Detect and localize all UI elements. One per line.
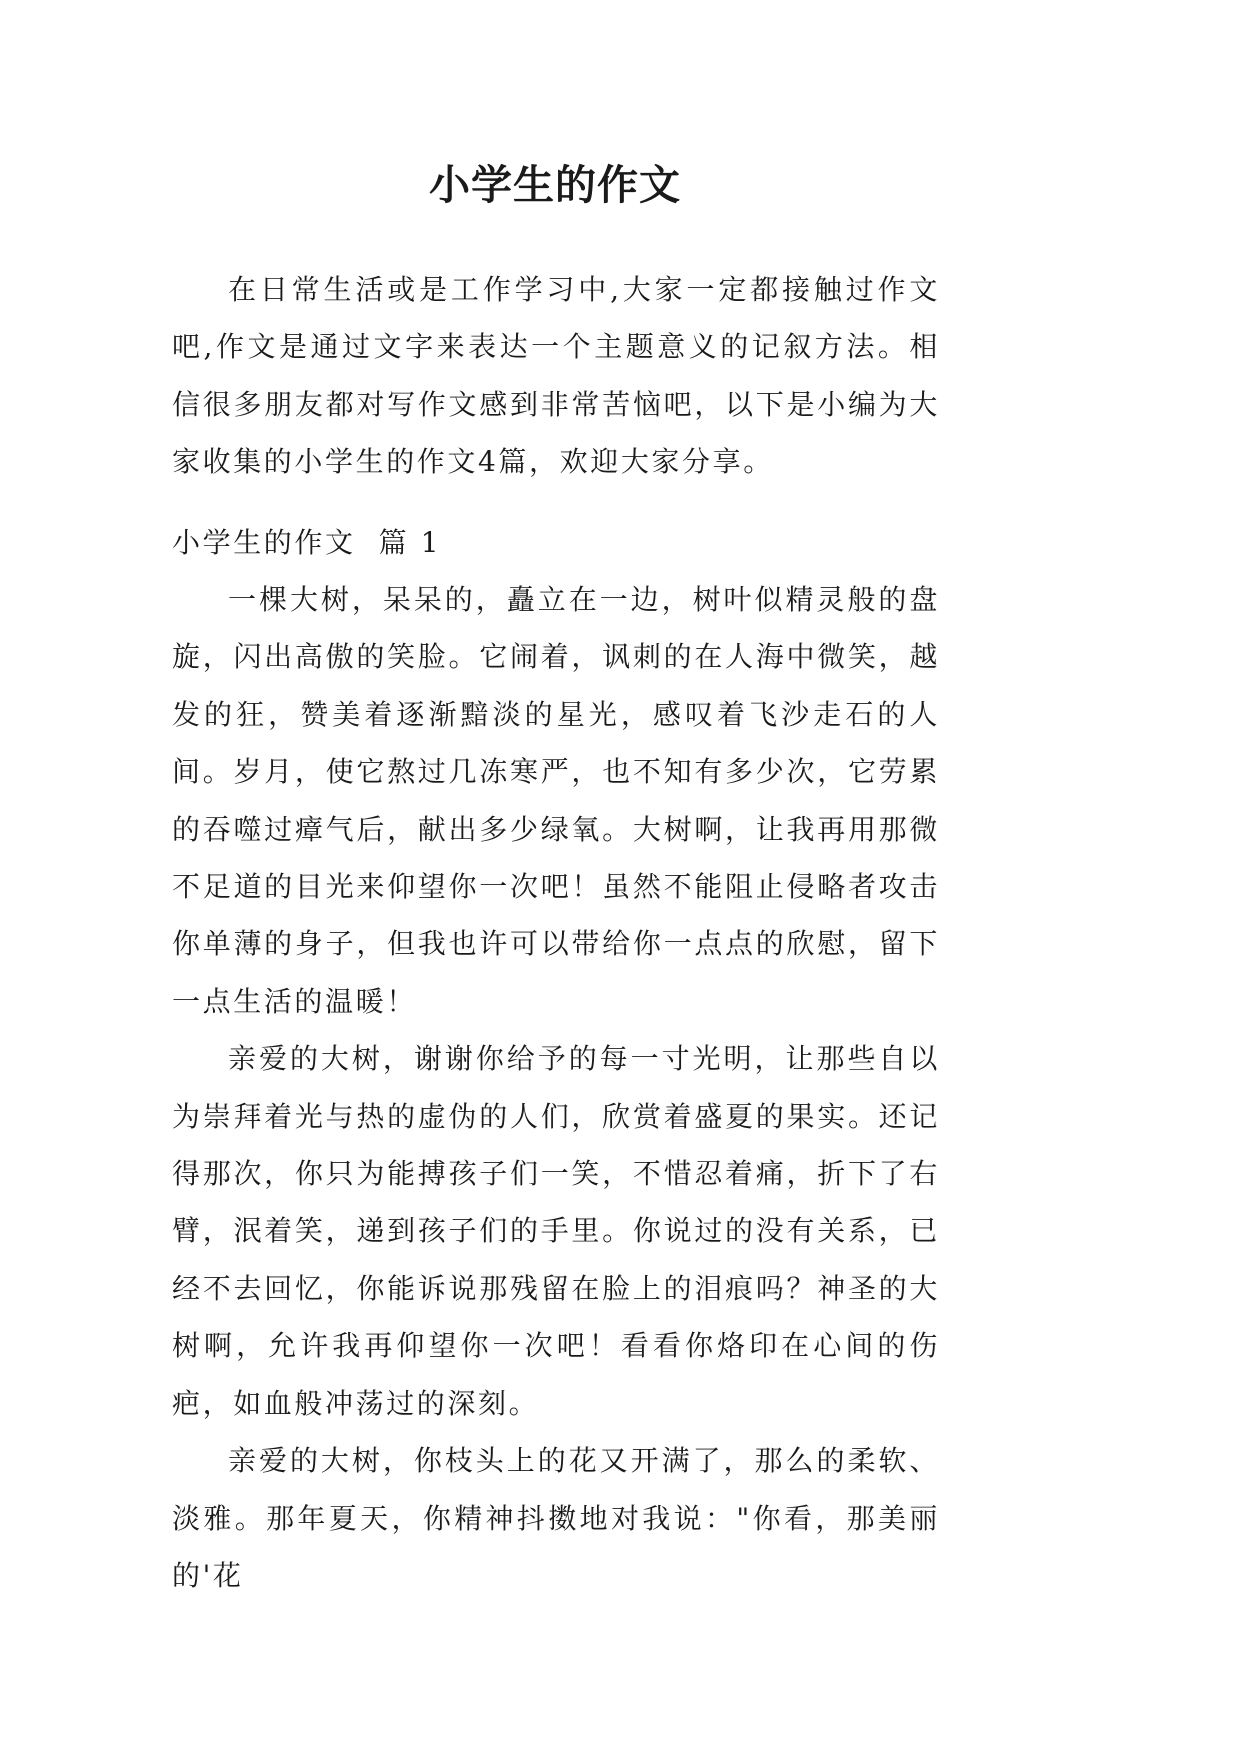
body-paragraph: 亲爱的大树，谢谢你给予的每一寸光明，让那些自以为崇拜着光与热的虚伪的人们，欣赏着盛夏的果实。还记得那次，你只为能搏孩子们一笑，不惜忍着痛，折下了右臂，泯着笑，递到孩子们的手里。你说过的没有关系，已经不去回忆，你能诉说那残留在脸上的泪痕吗？神圣的大树啊，允许我再仰望你一次吧！看看你烙印在心间的伤疤，如血般冲荡过的深刻。	[172, 1042, 940, 1420]
intro-paragraph: 在日常生活或是工作学习中,大家一定都接触过作文吧,作文是通过文字来表达一个主题意义的记叙方法。相信很多朋友都对写作文感到非常苦恼吧，以下是小编为大家收集的小学生的作文4篇，欢迎大家分享。	[172, 273, 940, 479]
document-title: 小学生的作文	[429, 161, 681, 209]
section-body	[172, 571, 940, 1604]
intro-block	[172, 261, 940, 491]
body-paragraph: 亲爱的大树，你枝头上的花又开满了，那么的柔软、淡雅。那年夏天，你精神抖擞地对我说："你看，那美丽的'花	[172, 1444, 940, 1592]
section-heading: 小学生的作文 篇 1	[172, 526, 442, 559]
body-paragraph: 一棵大树，呆呆的，矗立在一边，树叶似精灵般的盘旋，闪出高傲的笑脸。它闹着，讽刺的在人海中微笑，越发的狂，赞美着逐渐黯淡的星光，感叹着飞沙走石的人间。岁月，使它熬过几冻寒严，也不知有多少次，它劳累的吞噬过瘴气后，献出多少绿氧。大树啊，让我再用那微不足道的目光来仰望你一次吧！虽然不能阻止侵略者攻击你单薄的身子，但我也许可以带给你一点点的欣慰，留下一点生活的温暖！	[172, 583, 940, 1018]
